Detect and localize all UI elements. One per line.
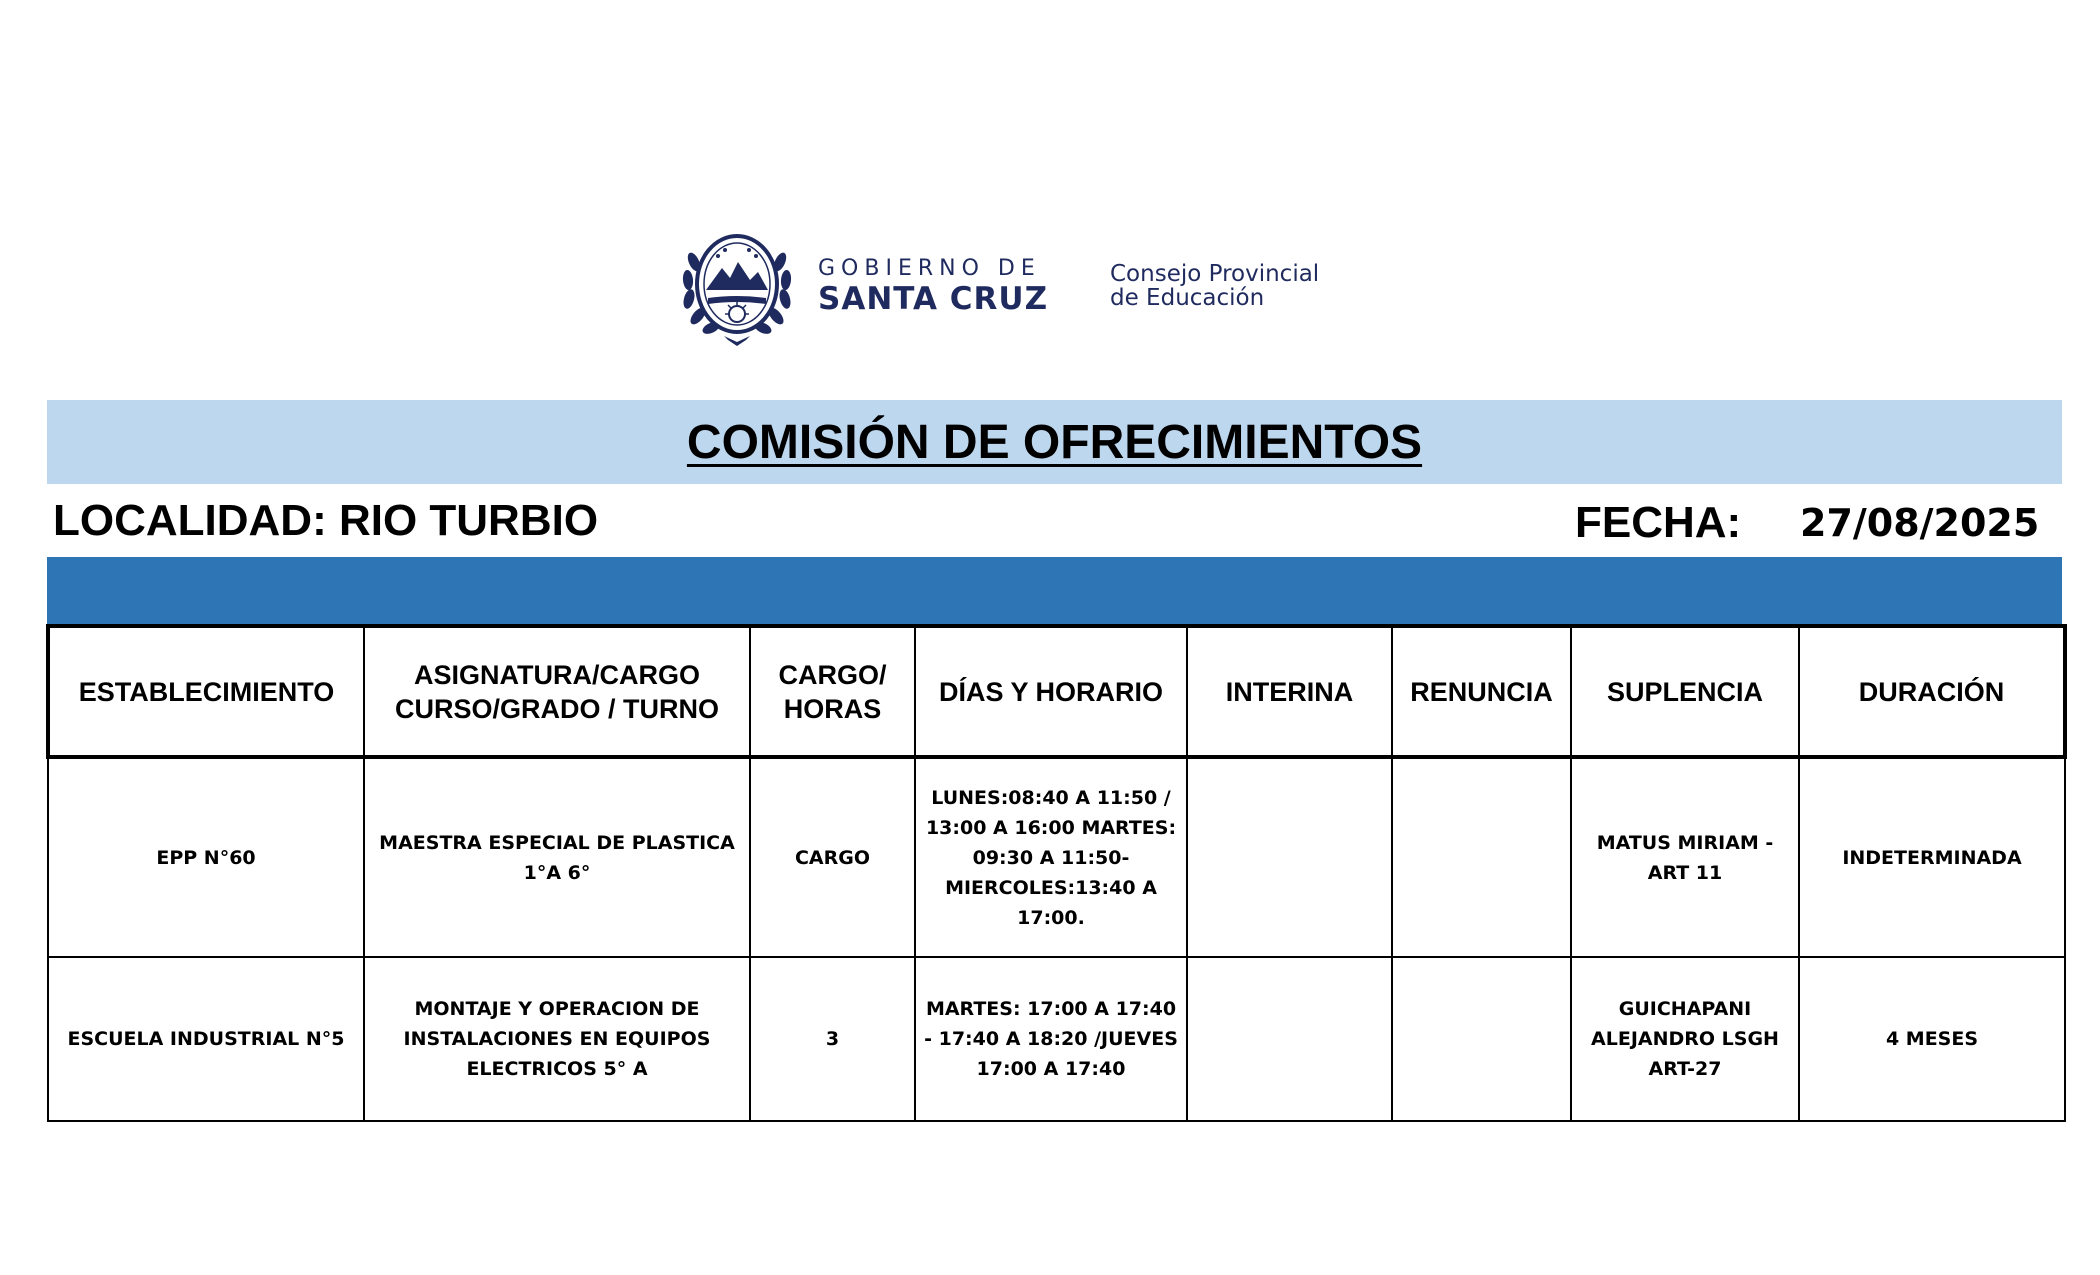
column-header-suplencia: SUPLENCIA: [1571, 626, 1799, 757]
page-title: COMISIÓN DE OFRECIMIENTOS: [686, 415, 1423, 469]
date-value: 27/08/2025: [1800, 501, 2040, 545]
date-label: FECHA:: [1575, 498, 1742, 547]
column-header-asignatura: ASIGNATURA/CARGO CURSO/GRADO / TURNO: [364, 626, 750, 757]
column-header-establecimiento: ESTABLECIMIENTO: [48, 626, 364, 757]
cell-renuncia: [1392, 757, 1571, 957]
header-logo: [680, 222, 1360, 347]
cell-suplencia: GUICHAPANI ALEJANDRO LSGH ART-27: [1571, 957, 1799, 1121]
column-header-dias-horario: DÍAS Y HORARIO: [915, 626, 1187, 757]
cell-establecimiento: ESCUELA INDUSTRIAL N°5: [48, 957, 364, 1121]
cell-establecimiento: EPP N°60: [48, 757, 364, 957]
cell-dias-horario: MARTES: 17:00 A 17:40 - 17:40 A 18:20 /JUEVES 17:00 A 17:40: [915, 957, 1187, 1121]
government-name: [818, 256, 1048, 316]
cell-duracion: INDETERMINADA: [1799, 757, 2065, 957]
cell-interina: [1187, 757, 1392, 957]
cell-renuncia: [1392, 957, 1571, 1121]
locality-label: LOCALIDAD: RIO TURBIO: [53, 496, 599, 545]
table-row: [48, 757, 2065, 957]
cell-cargo-horas: 3: [750, 957, 915, 1121]
cell-suplencia: MATUS MIRIAM - ART 11: [1571, 757, 1799, 957]
table-row: [48, 957, 2065, 1121]
column-header-interina: INTERINA: [1187, 626, 1392, 757]
offers-table: [46, 624, 2067, 1122]
cell-asignatura: MAESTRA ESPECIAL DE PLASTICA 1°A 6°: [364, 757, 750, 957]
cell-cargo-horas: CARGO: [750, 757, 915, 957]
province-name: SANTA CRUZ: [818, 281, 1049, 317]
cell-asignatura: MONTAJE Y OPERACION DE INSTALACIONES EN EQUIPOS ELECTRICOS 5° A: [364, 957, 750, 1121]
column-header-cargo-horas: CARGO/ HORAS: [750, 626, 915, 757]
council-name: [1110, 262, 1319, 310]
column-header-duracion: DURACIÓN: [1799, 626, 2065, 757]
council-line-1: Consejo Provincial: [1110, 261, 1320, 287]
table-header-row: [48, 626, 2065, 757]
title-band: [47, 400, 2062, 484]
section-divider-bar: [47, 557, 2062, 624]
santa-cruz-seal-icon: [680, 222, 794, 347]
council-line-2: de Educación: [1110, 285, 1265, 311]
cell-interina: [1187, 957, 1392, 1121]
column-header-renuncia: RENUNCIA: [1392, 626, 1571, 757]
cell-duracion: 4 MESES: [1799, 957, 2065, 1121]
cell-dias-horario: LUNES:08:40 A 11:50 / 13:00 A 16:00 MARTES: 09:30 A 11:50- MIERCOLES:13:40 A 17:00.: [915, 757, 1187, 957]
government-label: GOBIERNO DE: [818, 256, 1041, 281]
